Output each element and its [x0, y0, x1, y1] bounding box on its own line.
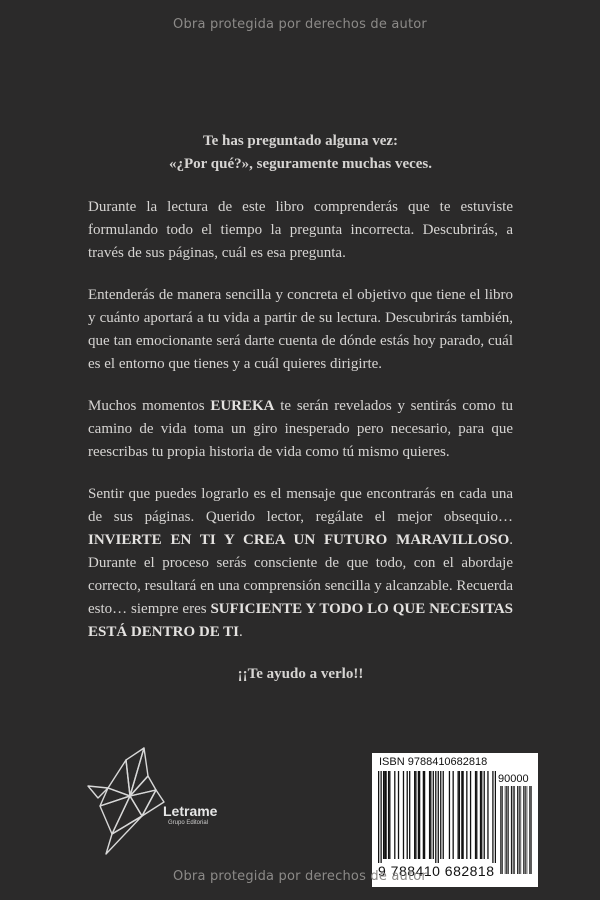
- addon-bar: [531, 786, 532, 874]
- addon-bar: [523, 786, 524, 874]
- barcode-bar: [461, 771, 462, 859]
- barcode-bar: [475, 771, 476, 859]
- publisher-tagline: Grupo Editorial: [168, 820, 209, 826]
- barcode-bar: [423, 771, 424, 859]
- addon-bar: [513, 786, 514, 874]
- addon-bar: [502, 786, 503, 874]
- intro-line-1: Te has preguntado alguna vez:: [202, 133, 399, 149]
- barcode-bar: [440, 771, 441, 859]
- p4-bold-2: SUFICIENTE Y TODO LO QUE NECESITAS ESTÁ DENTRO DE TI: [88, 601, 514, 640]
- barcode-bar: [435, 771, 436, 863]
- barcode-bar: [492, 771, 493, 863]
- addon-bar: [508, 786, 509, 874]
- addon-bar: [507, 786, 508, 874]
- barcode-bar: [449, 771, 450, 859]
- isbn-barcode: [372, 753, 538, 887]
- addon-bar: [511, 786, 512, 874]
- addon-bar: [500, 786, 501, 874]
- addon-bar: [506, 786, 507, 874]
- barcode-bar: [385, 771, 386, 859]
- barcode-bar: [476, 771, 477, 859]
- addon-bar: [529, 786, 530, 874]
- addon-bar: [519, 786, 520, 874]
- price-code: 90000: [498, 773, 529, 785]
- barcode-bar: [466, 771, 467, 859]
- barcode-bar: [487, 771, 488, 859]
- barcode-bar: [484, 771, 485, 859]
- addon-barcode-bars: [500, 786, 532, 874]
- barcode-bar: [480, 771, 481, 859]
- barcode-bar: [415, 771, 416, 859]
- p4-text-a: Sentir que puedes lograrlo es el mensaje que encontrarás en cada una de sus páginas. Querido lector, regálate el mejor obsequio…: [88, 486, 513, 525]
- watermark-bottom: Obra protegida por derechos de autor: [173, 869, 427, 884]
- barcode-bar: [495, 771, 496, 863]
- barcode-bar: [453, 771, 454, 859]
- barcode-bar: [429, 771, 430, 859]
- barcode-bar: [419, 771, 420, 859]
- addon-bar: [517, 786, 518, 874]
- barcode-bar: [470, 771, 471, 859]
- barcode-bar: [389, 771, 390, 859]
- addon-bar: [512, 786, 513, 874]
- barcode-bar: [414, 771, 415, 859]
- blurb-paragraph-4: [88, 483, 513, 644]
- p3-text-b: te serán revelados y sentirás como tu camino de vida toma un giro inesperado pero necesario, para que reescribas tu propia historia de vida como tú mismo quieres.: [88, 398, 513, 460]
- watermark-top: Obra protegida por derechos de autor: [173, 17, 427, 32]
- blurb-paragraph-3: [88, 395, 513, 464]
- addon-bar: [505, 786, 506, 874]
- barcode-bar: [380, 771, 381, 863]
- barcode-bar: [443, 771, 444, 859]
- p4-bold-1: INVIERTE EN TI Y CREA UN FUTURO MARAVILLOSO: [88, 532, 510, 548]
- ean-barcode-bars: [378, 771, 496, 863]
- p3-bold: EUREKA: [210, 398, 275, 414]
- barcode-bar: [433, 771, 434, 859]
- publisher-name: Letrame: [163, 803, 218, 819]
- addon-bar: [518, 786, 519, 874]
- ean-digits: 9 788410 682818: [378, 863, 495, 879]
- barcode-bar: [459, 771, 460, 859]
- p4-text-b: . Durante el proceso serás consciente de que todo, con el abordaje correcto, resultará en una comprensión sencilla y alcanzable. Recuerda esto… siempre eres: [88, 532, 513, 617]
- barcode-bar: [438, 771, 439, 863]
- addon-bar: [525, 786, 526, 874]
- barcode-bar: [430, 771, 431, 859]
- p3-text-a: Muchos momentos: [88, 398, 211, 414]
- addon-bar: [514, 786, 515, 874]
- addon-bar: [520, 786, 521, 874]
- barcode-bar: [383, 771, 384, 859]
- barcode-bar: [388, 771, 389, 859]
- barcode-bar: [403, 771, 404, 859]
- addon-bar: [501, 786, 502, 874]
- barcode-bar: [481, 771, 482, 859]
- addon-bar: [527, 786, 528, 874]
- barcode-bar: [394, 771, 395, 859]
- addon-bar: [530, 786, 531, 874]
- barcode-bar: [462, 771, 463, 859]
- barcode-bar: [384, 771, 385, 859]
- barcode-bar: [409, 771, 410, 859]
- blurb-paragraph-2: Entenderás de manera sencilla y concreta el objetivo que tiene el libro y cuánto aportará a tu vida a partir de su lectura. Descubrirás también, que tan emocionante será darte cuenta de dónde estás hoy parado, cuál es el entorno que tienes y a cuál quieres dirigirte.: [88, 287, 513, 372]
- barcode-bar: [457, 771, 458, 859]
- back-cover-blurb: [88, 130, 513, 705]
- origami-bird-icon: [86, 746, 209, 856]
- p4-text-c: .: [239, 624, 243, 640]
- blurb-intro: [88, 130, 513, 176]
- blurb-paragraph-1: Durante la lectura de este libro comprenderás que te estuviste formulando todo el tiempo la pregunta incorrecta. Descubrirás, a través de sus páginas, cuál es esa pregunta.: [88, 199, 513, 261]
- barcode-bar: [418, 771, 419, 859]
- barcode-bar: [407, 771, 408, 859]
- isbn-label: ISBN 9788410682818: [379, 756, 488, 768]
- intro-line-2: «¿Por qué?», seguramente muchas veces.: [168, 156, 433, 172]
- barcode-bar: [398, 771, 399, 859]
- addon-bar: [524, 786, 525, 874]
- blurb-closing: ¡¡Te ayudo a verlo!!: [237, 666, 364, 682]
- barcode-bar: [378, 771, 379, 863]
- barcode-bar: [424, 771, 425, 859]
